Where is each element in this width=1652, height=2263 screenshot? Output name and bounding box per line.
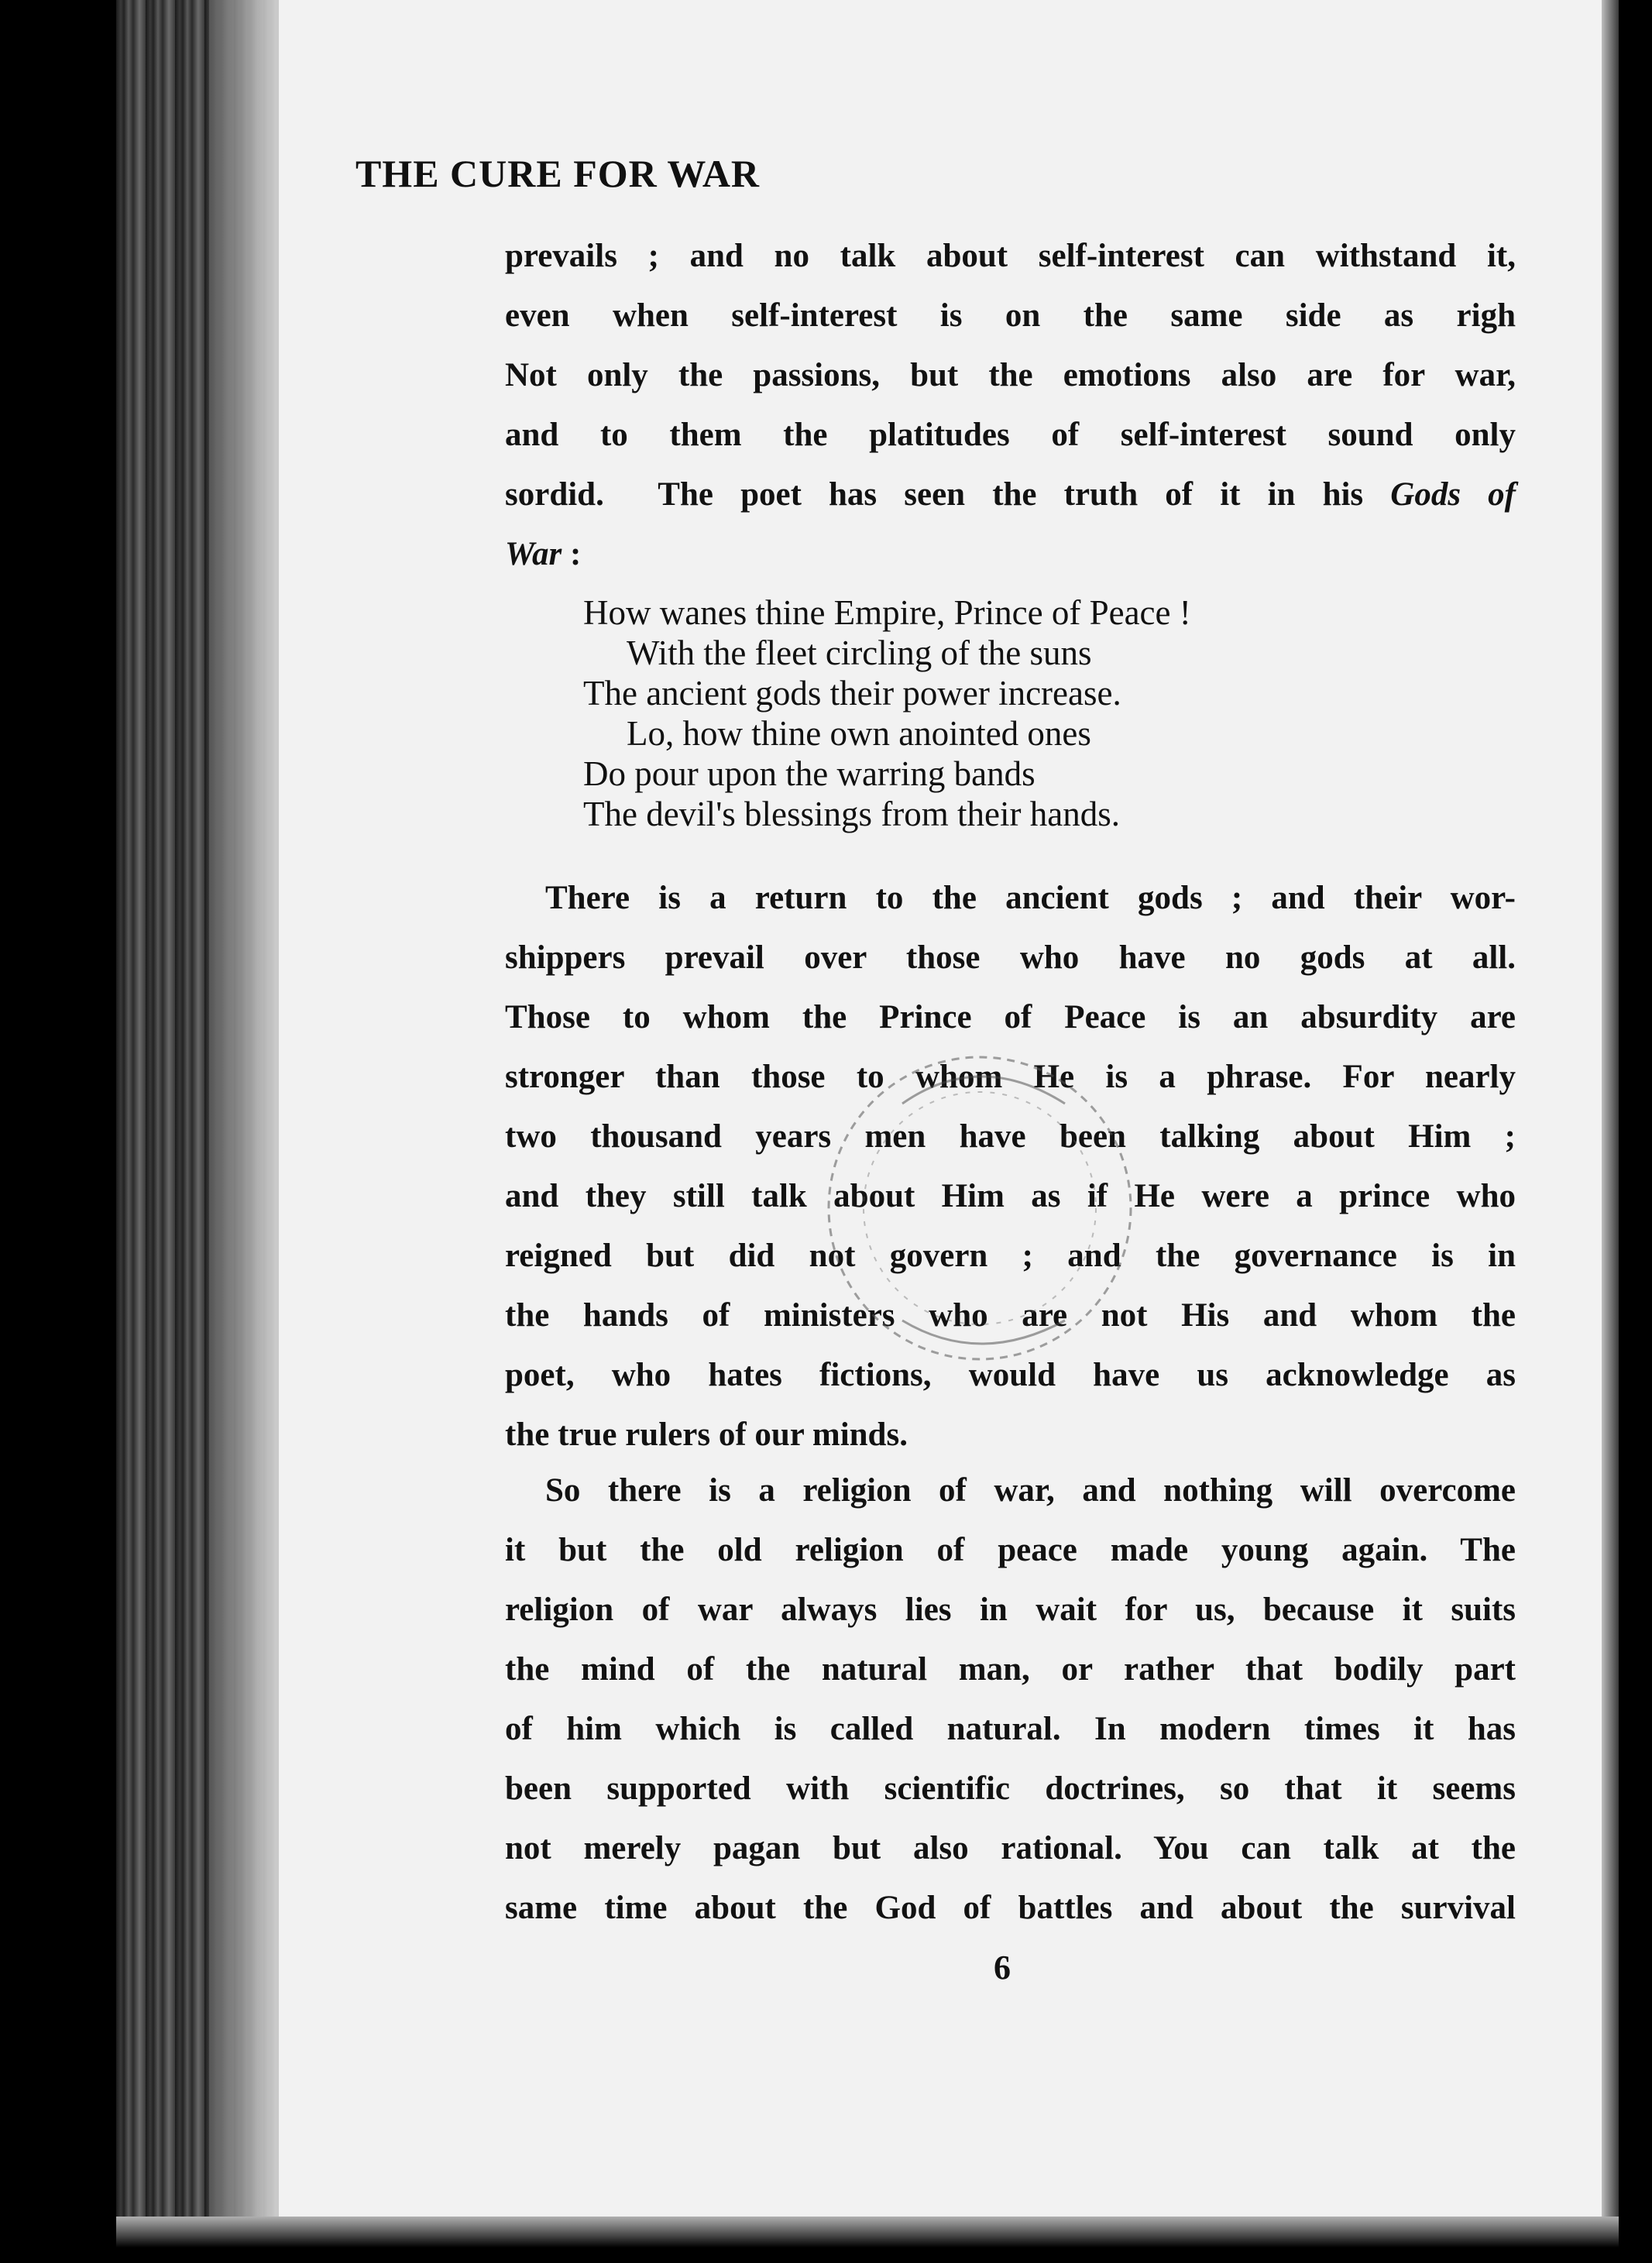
text-line: stronger than those to whom He is a phrase. For nearly bbox=[505, 1059, 1516, 1095]
text-line: the hands of ministers who are not His and whom the bbox=[505, 1297, 1516, 1334]
text-line: the mind of the natural man, or rather that bodily part bbox=[505, 1651, 1516, 1688]
paragraph-1 bbox=[505, 226, 1516, 584]
text-line: the true rulers of our minds. bbox=[505, 1417, 908, 1453]
text-line: two thousand years men have been talking about Him ; bbox=[505, 1118, 1516, 1155]
poem-line: Lo, how thine own anointed ones bbox=[627, 714, 1091, 753]
library-stamp bbox=[809, 1042, 1150, 1375]
text-line: poet, who hates fictions, would have us acknowledge as bbox=[505, 1357, 1516, 1393]
paragraph-3 bbox=[505, 1461, 1516, 1938]
text-line: There is a return to the ancient gods ; and their wor- bbox=[545, 880, 1516, 916]
text-line: sordid. The poet has seen the truth of it in his Gods of bbox=[505, 476, 1516, 513]
poem-line: How wanes thine Empire, Prince of Peace ! bbox=[583, 593, 1191, 632]
text-line: and to them the platitudes of self-interest sound only bbox=[505, 417, 1516, 453]
page-number: 6 bbox=[994, 1949, 1011, 1987]
text-line: War : bbox=[505, 536, 582, 572]
text-line: Not only the passions, but the emotions also are for war, bbox=[505, 357, 1516, 393]
poem-line: Do pour upon the warring bands bbox=[583, 754, 1036, 793]
text-line: it but the old religion of peace made young again. The bbox=[505, 1532, 1516, 1568]
text-line: not merely pagan but also rational. You can talk at the bbox=[505, 1830, 1516, 1866]
page-bottom-edge bbox=[116, 2217, 1619, 2248]
text-line: reigned but did not govern ; and the governance is in bbox=[505, 1238, 1516, 1274]
poem-line: With the fleet circling of the suns bbox=[627, 634, 1092, 672]
text-line: even when self-interest is on the same side as righ bbox=[505, 297, 1516, 334]
text-line: same time about the God of battles and about the survival bbox=[505, 1890, 1516, 1926]
text-line: of him which is called natural. In modern times it has bbox=[505, 1711, 1516, 1747]
running-head: THE CURE FOR WAR bbox=[355, 152, 761, 195]
text-line: been supported with scientific doctrines, so that it seems bbox=[505, 1770, 1516, 1807]
text-line: and they still talk about Him as if He were a prince who bbox=[505, 1178, 1516, 1214]
text-line: shippers prevail over those who have no gods at all. bbox=[505, 939, 1516, 976]
text-line: religion of war always lies in wait for us, because it suits bbox=[505, 1592, 1516, 1628]
text-line: So there is a religion of war, and nothing will overcome bbox=[545, 1472, 1516, 1509]
poem-quotation bbox=[583, 592, 1191, 834]
poem-line: The ancient gods their power increase. bbox=[583, 674, 1121, 713]
poem-line: The devil's blessings from their hands. bbox=[583, 795, 1120, 833]
text-line: Those to whom the Prince of Peace is an absurdity are bbox=[505, 999, 1516, 1035]
text-line: prevails ; and no talk about self-interest can withstand it, bbox=[505, 238, 1516, 274]
page-right-edge bbox=[1602, 0, 1619, 2217]
